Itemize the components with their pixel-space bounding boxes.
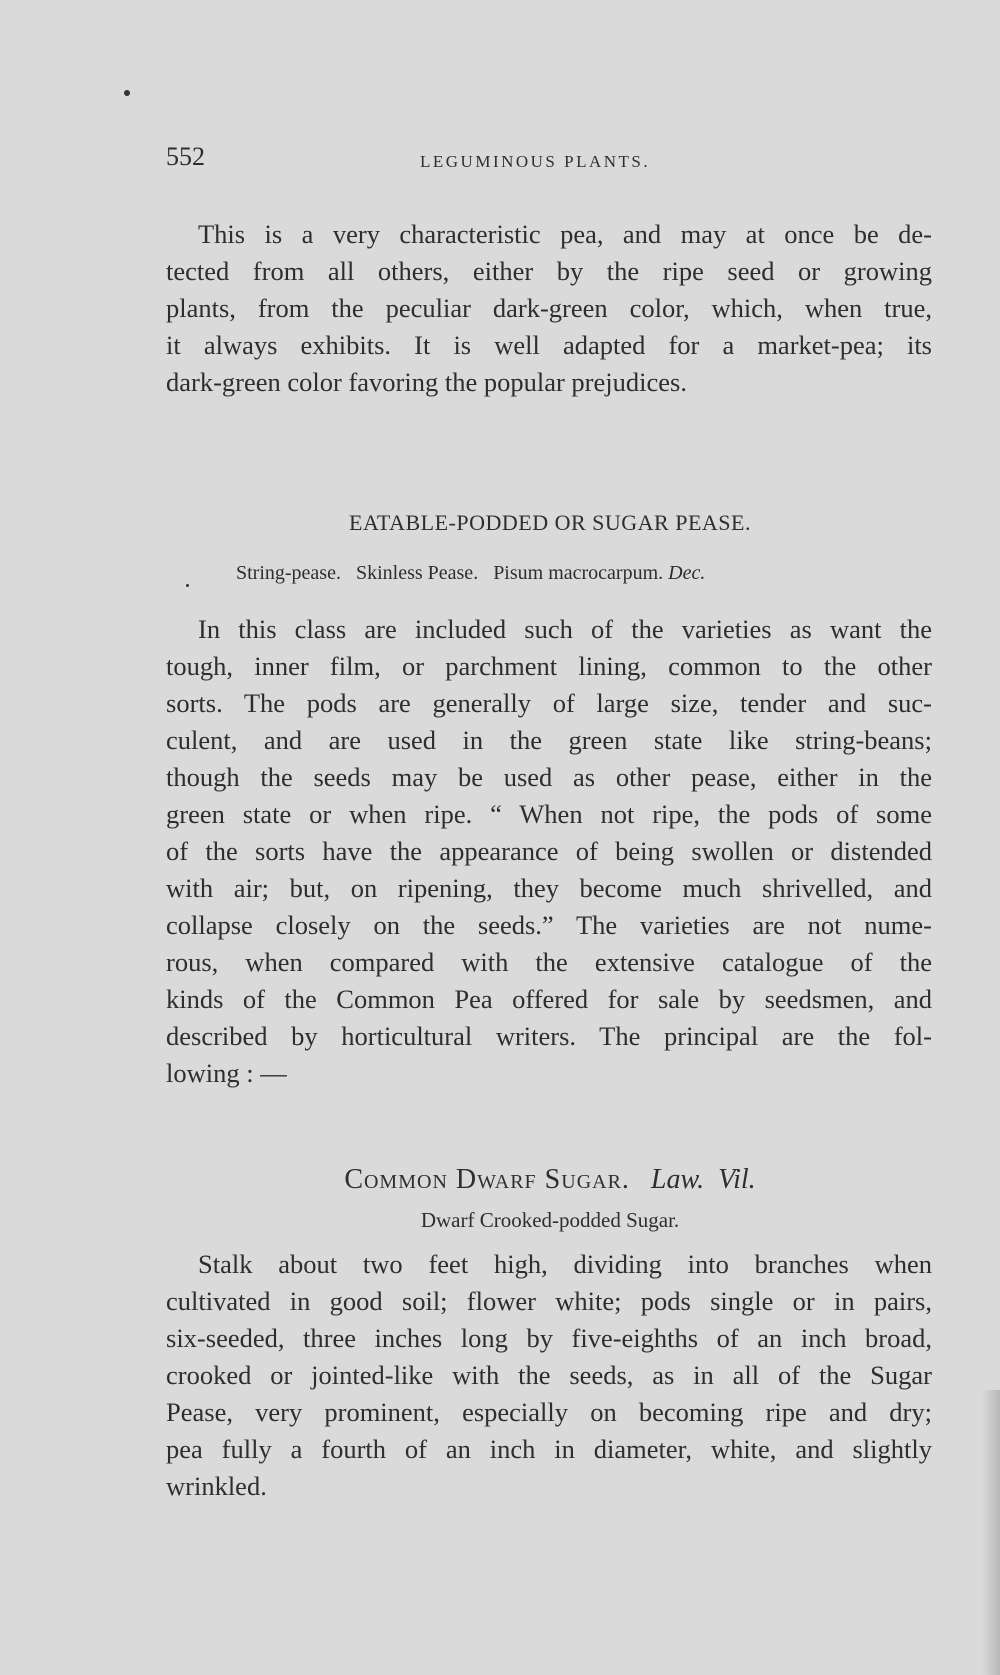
- running-head: LEGUMINOUS PLANTS.: [420, 152, 651, 171]
- text-line: though the seeds may be used as other pease, either in the: [166, 762, 932, 792]
- paragraph-1: [166, 216, 932, 401]
- margin-mark: [124, 90, 130, 96]
- text-line: cultivated in good soil; flower white; pods single or in pairs,: [166, 1286, 932, 1316]
- text-line: sorts. The pods are generally of large size, tender and suc-: [166, 688, 932, 718]
- authorities: Law. Vil.: [650, 1164, 756, 1195]
- text-line: kinds of the Common Pea offered for sale by seedsmen, and: [166, 984, 932, 1014]
- synonyms-text: String-pease. Skinless Pease. Pisum macrocarpum.: [236, 562, 664, 584]
- text-line: crooked or jointed-like with the seeds, as in all of the Sugar: [166, 1360, 932, 1390]
- text-line: tected from all others, either by the ripe seed or growing: [166, 256, 932, 286]
- text-line: green state or when ripe. “ When not ripe, the pods of some: [166, 799, 932, 829]
- text-line: with air; but, on ripening, they become much shrivelled, and: [166, 873, 932, 903]
- page-edge-shadow: [982, 1390, 1000, 1675]
- text-line: wrinkled.: [166, 1471, 267, 1501]
- variety-synonym: Dwarf Crooked-podded Sugar.: [420, 1208, 680, 1232]
- section-heading-common-dwarf-sugar: [0, 1164, 1000, 1196]
- text-line: collapse closely on the seeds.” The varieties are not nume-: [166, 910, 932, 940]
- text-line: culent, and are used in the green state like string-beans;: [166, 725, 932, 755]
- page-number: 552: [166, 142, 205, 171]
- text-line: six-seeded, three inches long by five-eighths of an inch broad,: [166, 1323, 932, 1353]
- paragraph-2: [166, 611, 932, 1092]
- section-heading-sugar-pease: EATABLE-PODDED OR SUGAR PEASE.: [349, 510, 751, 535]
- text-line: tough, inner film, or parchment lining, common to the other: [166, 651, 932, 681]
- text-line: described by horticultural writers. The principal are the fol-: [166, 1021, 932, 1051]
- text-line: it always exhibits. It is well adapted for a market-pea; its: [166, 330, 932, 360]
- text-line: pea fully a fourth of an inch in diameter, white, and slightly: [166, 1434, 932, 1464]
- paragraph-3: [166, 1246, 932, 1505]
- authority: Dec.: [668, 562, 706, 584]
- text-line: Stalk about two feet high, dividing into branches when: [198, 1249, 932, 1279]
- text-line: lowing : —: [166, 1058, 287, 1088]
- text-line: In this class are included such of the varieties as want the: [198, 614, 932, 644]
- section-synonyms: [236, 562, 705, 585]
- text-line: dark-green color favoring the popular prejudices.: [166, 367, 687, 397]
- text-line: plants, from the peculiar dark-green color, which, when true,: [166, 293, 932, 323]
- speck: [186, 584, 189, 587]
- text-line: of the sorts have the appearance of being swollen or distended: [166, 836, 932, 866]
- text-line: Pease, very prominent, especially on becoming ripe and dry;: [166, 1397, 932, 1427]
- text-line: This is a very characteristic pea, and may at once be de-: [198, 219, 932, 249]
- text-line: rous, when compared with the extensive catalogue of the: [166, 947, 932, 977]
- variety-name: Common Dwarf Sugar.: [344, 1164, 630, 1195]
